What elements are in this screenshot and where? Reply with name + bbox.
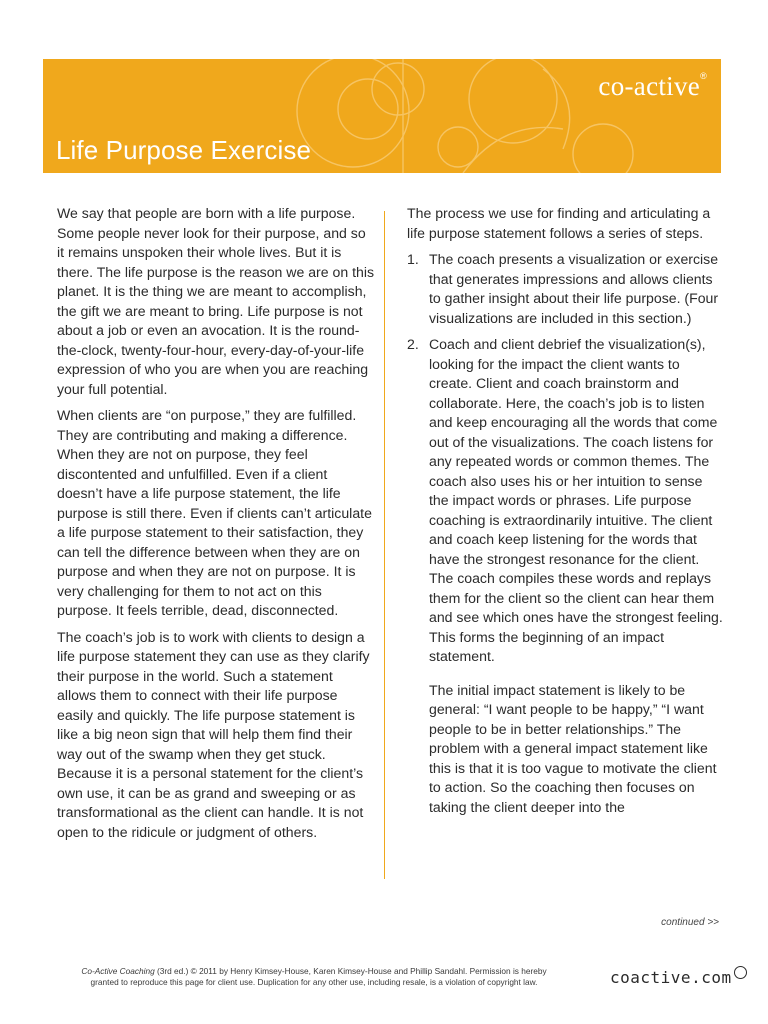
footer-logo-text: coactive.com <box>610 968 732 987</box>
step-number: 1. <box>407 251 419 267</box>
copyright-footer <box>34 966 594 988</box>
column-divider <box>384 211 385 879</box>
copyright-line-2: granted to reproduce this page for client use. Duplication for any other use, including resale, is a violation of copyright law. <box>90 977 538 987</box>
copyright-line-1: (3rd ed.) © 2011 by Henry Kimsey-House, Karen Kimsey-House and Phillip Sandahl. Permission is hereby <box>154 966 547 976</box>
page-title: Life Purpose Exercise <box>56 135 312 165</box>
right-column <box>407 204 725 824</box>
step-number: 2. <box>407 336 419 352</box>
brand-name: co-active <box>598 71 701 101</box>
continued-label: continued >> <box>661 917 719 928</box>
registered-mark: ® <box>700 71 707 81</box>
step-follow-paragraph: The initial impact statement is likely to be general: “I want people to be happy,” “I want people to be in better relationships.” The problem with a general impact statement like this is that it is too vague to motivate the client to action. So the coaching then focuses on taking the client deeper into the <box>429 681 717 815</box>
paragraph: When clients are “on purpose,” they are fulfilled. They are contributing and making a difference. When they are not on purpose, they feel discontented and unfulfilled. Even if a client doesn’t have a life purpose statement, the life purpose is still there. Even if clients can’t articulate a life purpose statement to their satisfaction, they can tell the difference between when they are on purpose and when they are not on purpose. It is very challenging for them to not act on this purpose. It feels terrible, dead, disconnected. <box>57 407 372 618</box>
book-title: Co-Active Coaching <box>81 966 155 976</box>
step-item <box>407 335 725 817</box>
step-text: The coach presents a visualization or exercise that generates impressions and allows clients to gather insight about their life purpose. (Four visualizations are included in this section.) <box>429 251 719 326</box>
left-column <box>57 204 375 849</box>
steps-list <box>407 250 725 817</box>
footer-logo <box>610 968 747 987</box>
step-item <box>407 250 725 328</box>
paragraph: The coach’s job is to work with clients to design a life purpose statement they can use as they clarify their purpose in the world. Such a statement allows them to connect with their life purpose easily and quickly. The life purpose statement is like a big neon sign that will help them find their way out of the swamp when they get stuck. Because it is a personal statement for the client’s own use, it can be as grand and sweeping or as transformational as the client can handle. It is not open to the ridicule or judgment of others. <box>57 628 370 840</box>
steps-intro: The process we use for finding and articulating a life purpose statement follows a series of steps. <box>407 205 711 241</box>
step-text: Coach and client debrief the visualization(s), looking for the impact the client wants to create. Client and coach brainstorm and collaborate. Here, the coach’s job is to listen and keep encouraging all the words that come out of the visualizations. The coach listens for any repeated words or common themes. The coach also uses his or her intuition to sense the impact words or phrases. Life purpose coaching is extraordinarily intuitive. The client and coach keep listening for the words that have the strongest resonance for the client. The coach compiles these words and replays them for the client so the client can hear them and see which ones have the strongest feeling. This forms the beginning of an impact statement. <box>429 336 723 664</box>
paragraph: We say that people are born with a life purpose. Some people never look for their purpose, and so it remains unspoken their whole lives. But it is there. The life purpose is the reason we are on this planet. It is the thing we are meant to accomplish, the gift we are meant to bring. Life purpose is not about a job or even an avocation. It is the round-the-clock, twenty-four-hour, every-day-of-your-life expression of who you are when you are reaching your full potential. <box>57 205 375 397</box>
logo-circle-icon <box>734 966 747 979</box>
header-banner <box>43 59 721 173</box>
brand-logo <box>598 71 707 102</box>
